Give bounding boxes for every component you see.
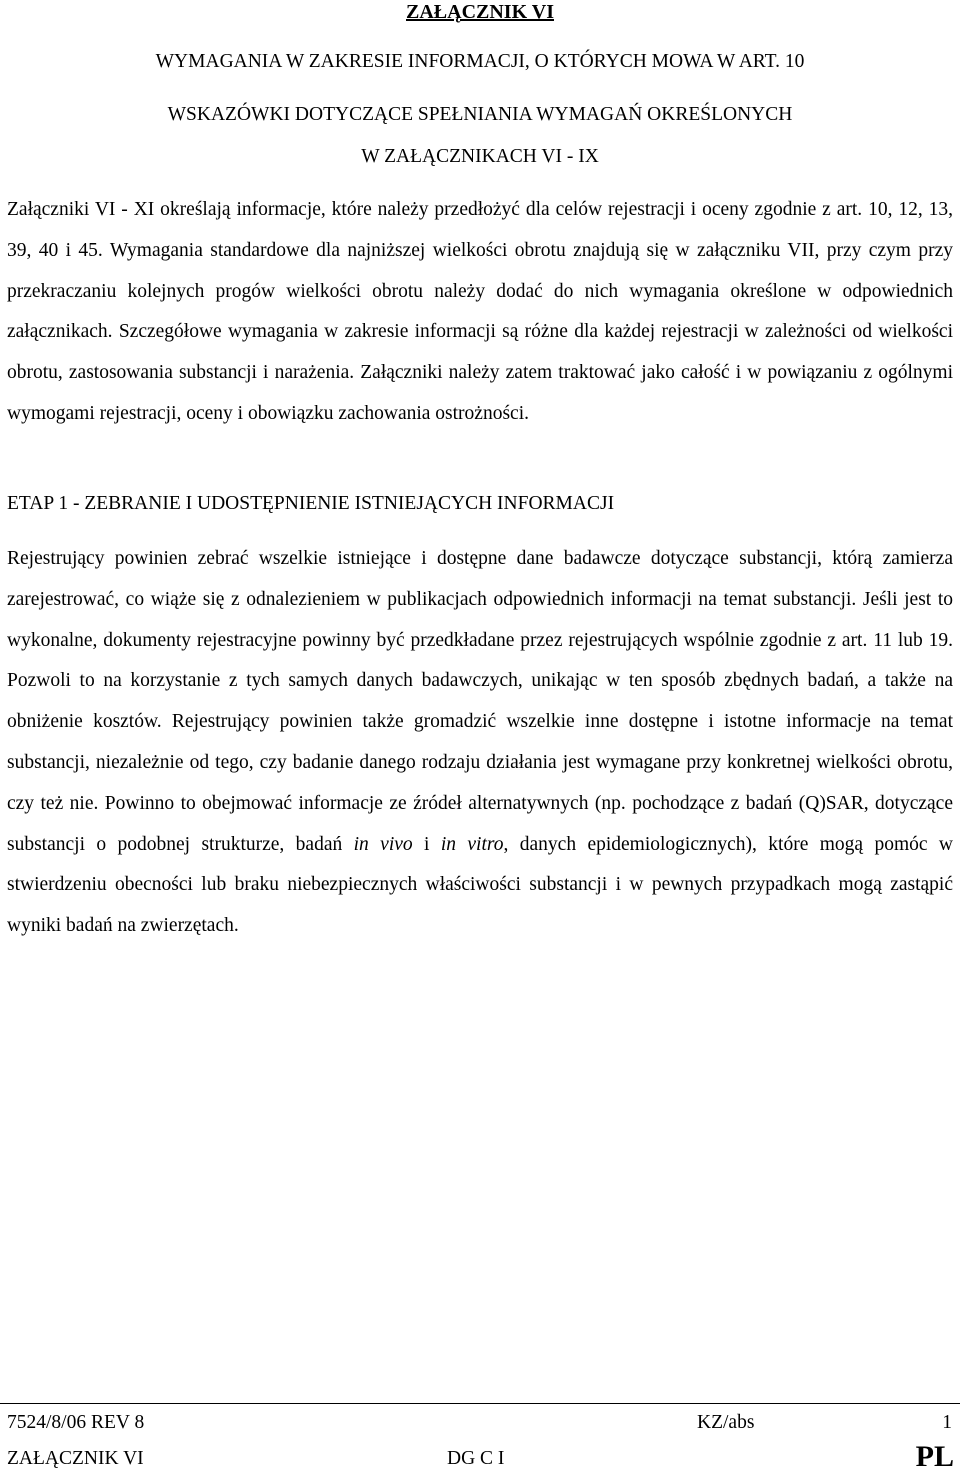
- intro-paragraph: Załączniki VI - XI określają informacje, które należy przedłożyć dla celów rejestracji i oceny zgodnie z art. 10, 12, 13, 39, 40 i 45. Wymagania standardowe dla najniższej wielkości obrotu znajdują się w załączniku VII, przy czym przy przekraczaniu kolejnych progów wielkości obrotu należy dodać do nich wymagania określone w odpowiednich załącznikach. Szczegółowe wymagania w zakresie informacji są różne dla każdej rejestracji w zależności od wielkości obrotu, zastosowania substancji i narażenia. Załączniki należy zatem traktować jako całość i w powiązaniu z ogólnymi wymogami rejestracji, oceny i obowiązku zachowania ostrożności.: [7, 199, 953, 424]
- etap-1-heading: ETAP 1 - ZEBRANIE I UDOSTĘPNIENIE ISTNIEJĄCYCH INFORMACJI: [7, 493, 615, 514]
- heading-annexes-range: W ZAŁĄCZNIKACH VI - IX: [361, 146, 599, 167]
- heading-guidance: WSKAZÓWKI DOTYCZĄCE SPEŁNIANIA WYMAGAŃ OKREŚLONYCH: [167, 104, 793, 125]
- footer-page-number: 1: [942, 1412, 952, 1433]
- footer-doc-ref: 7524/8/06 REV 8: [7, 1412, 145, 1433]
- footer-dg: DG C I: [447, 1448, 505, 1469]
- etap-text-part1: Rejestrujący powinien zebrać wszelkie istniejące i dostępne dane badawcze dotyczące substancji, którą zamierza zarejestrować, co wiąże się z odnalezieniem w publikacjach odpowiednich informacji na temat substancji. Jeśli jest to wykonalne, dokumenty rejestracyjne powinny być przedkładane przez rejestrujących wspólnie zgodnie z art. 11 lub 19. Pozwoli to na korzystanie z tych samych danych badawczych, unikając w ten sposób zbędnych badań, a także na obniżenie kosztów. Rejestrujący powinien także gromadzić wszelkie inne dostępne i istotne informacje na temat substancji, niezależnie od tego, czy badanie danego rodzaju działania jest wymagane przy konkretnej wielkości obrotu, czy też nie. Powinno to obejmować informacje ze źródeł alternatywnych (np. pochodzące z badań (Q)SAR, dotyczące substancji o podobnej strukturze, badań: [7, 548, 953, 855]
- footer-author-code: KZ/abs: [697, 1412, 755, 1433]
- etap-1-paragraph: [7, 539, 953, 947]
- etap-text-part2: i: [412, 833, 441, 855]
- footer-annex-label: ZAŁĄCZNIK VI: [7, 1448, 144, 1469]
- etap-text-part3: , danych epidemiologicznych), które mogą pomóc w stwierdzeniu obecności lub braku niebezpiecznych właściwości substancji i w pewnych przypadkach mogą zastąpić wyniki badań na zwierzętach.: [7, 833, 953, 937]
- footer-divider: [0, 1403, 960, 1404]
- heading-requirements: WYMAGANIA W ZAKRESIE INFORMACJI, O KTÓRYCH MOWA W ART. 10: [155, 51, 805, 72]
- annex-title: ZAŁĄCZNIK VI: [406, 1, 554, 23]
- footer-language: PL: [915, 1440, 954, 1473]
- in-vivo-term: in vivo: [353, 833, 413, 855]
- in-vitro-term: in vitro: [440, 833, 504, 855]
